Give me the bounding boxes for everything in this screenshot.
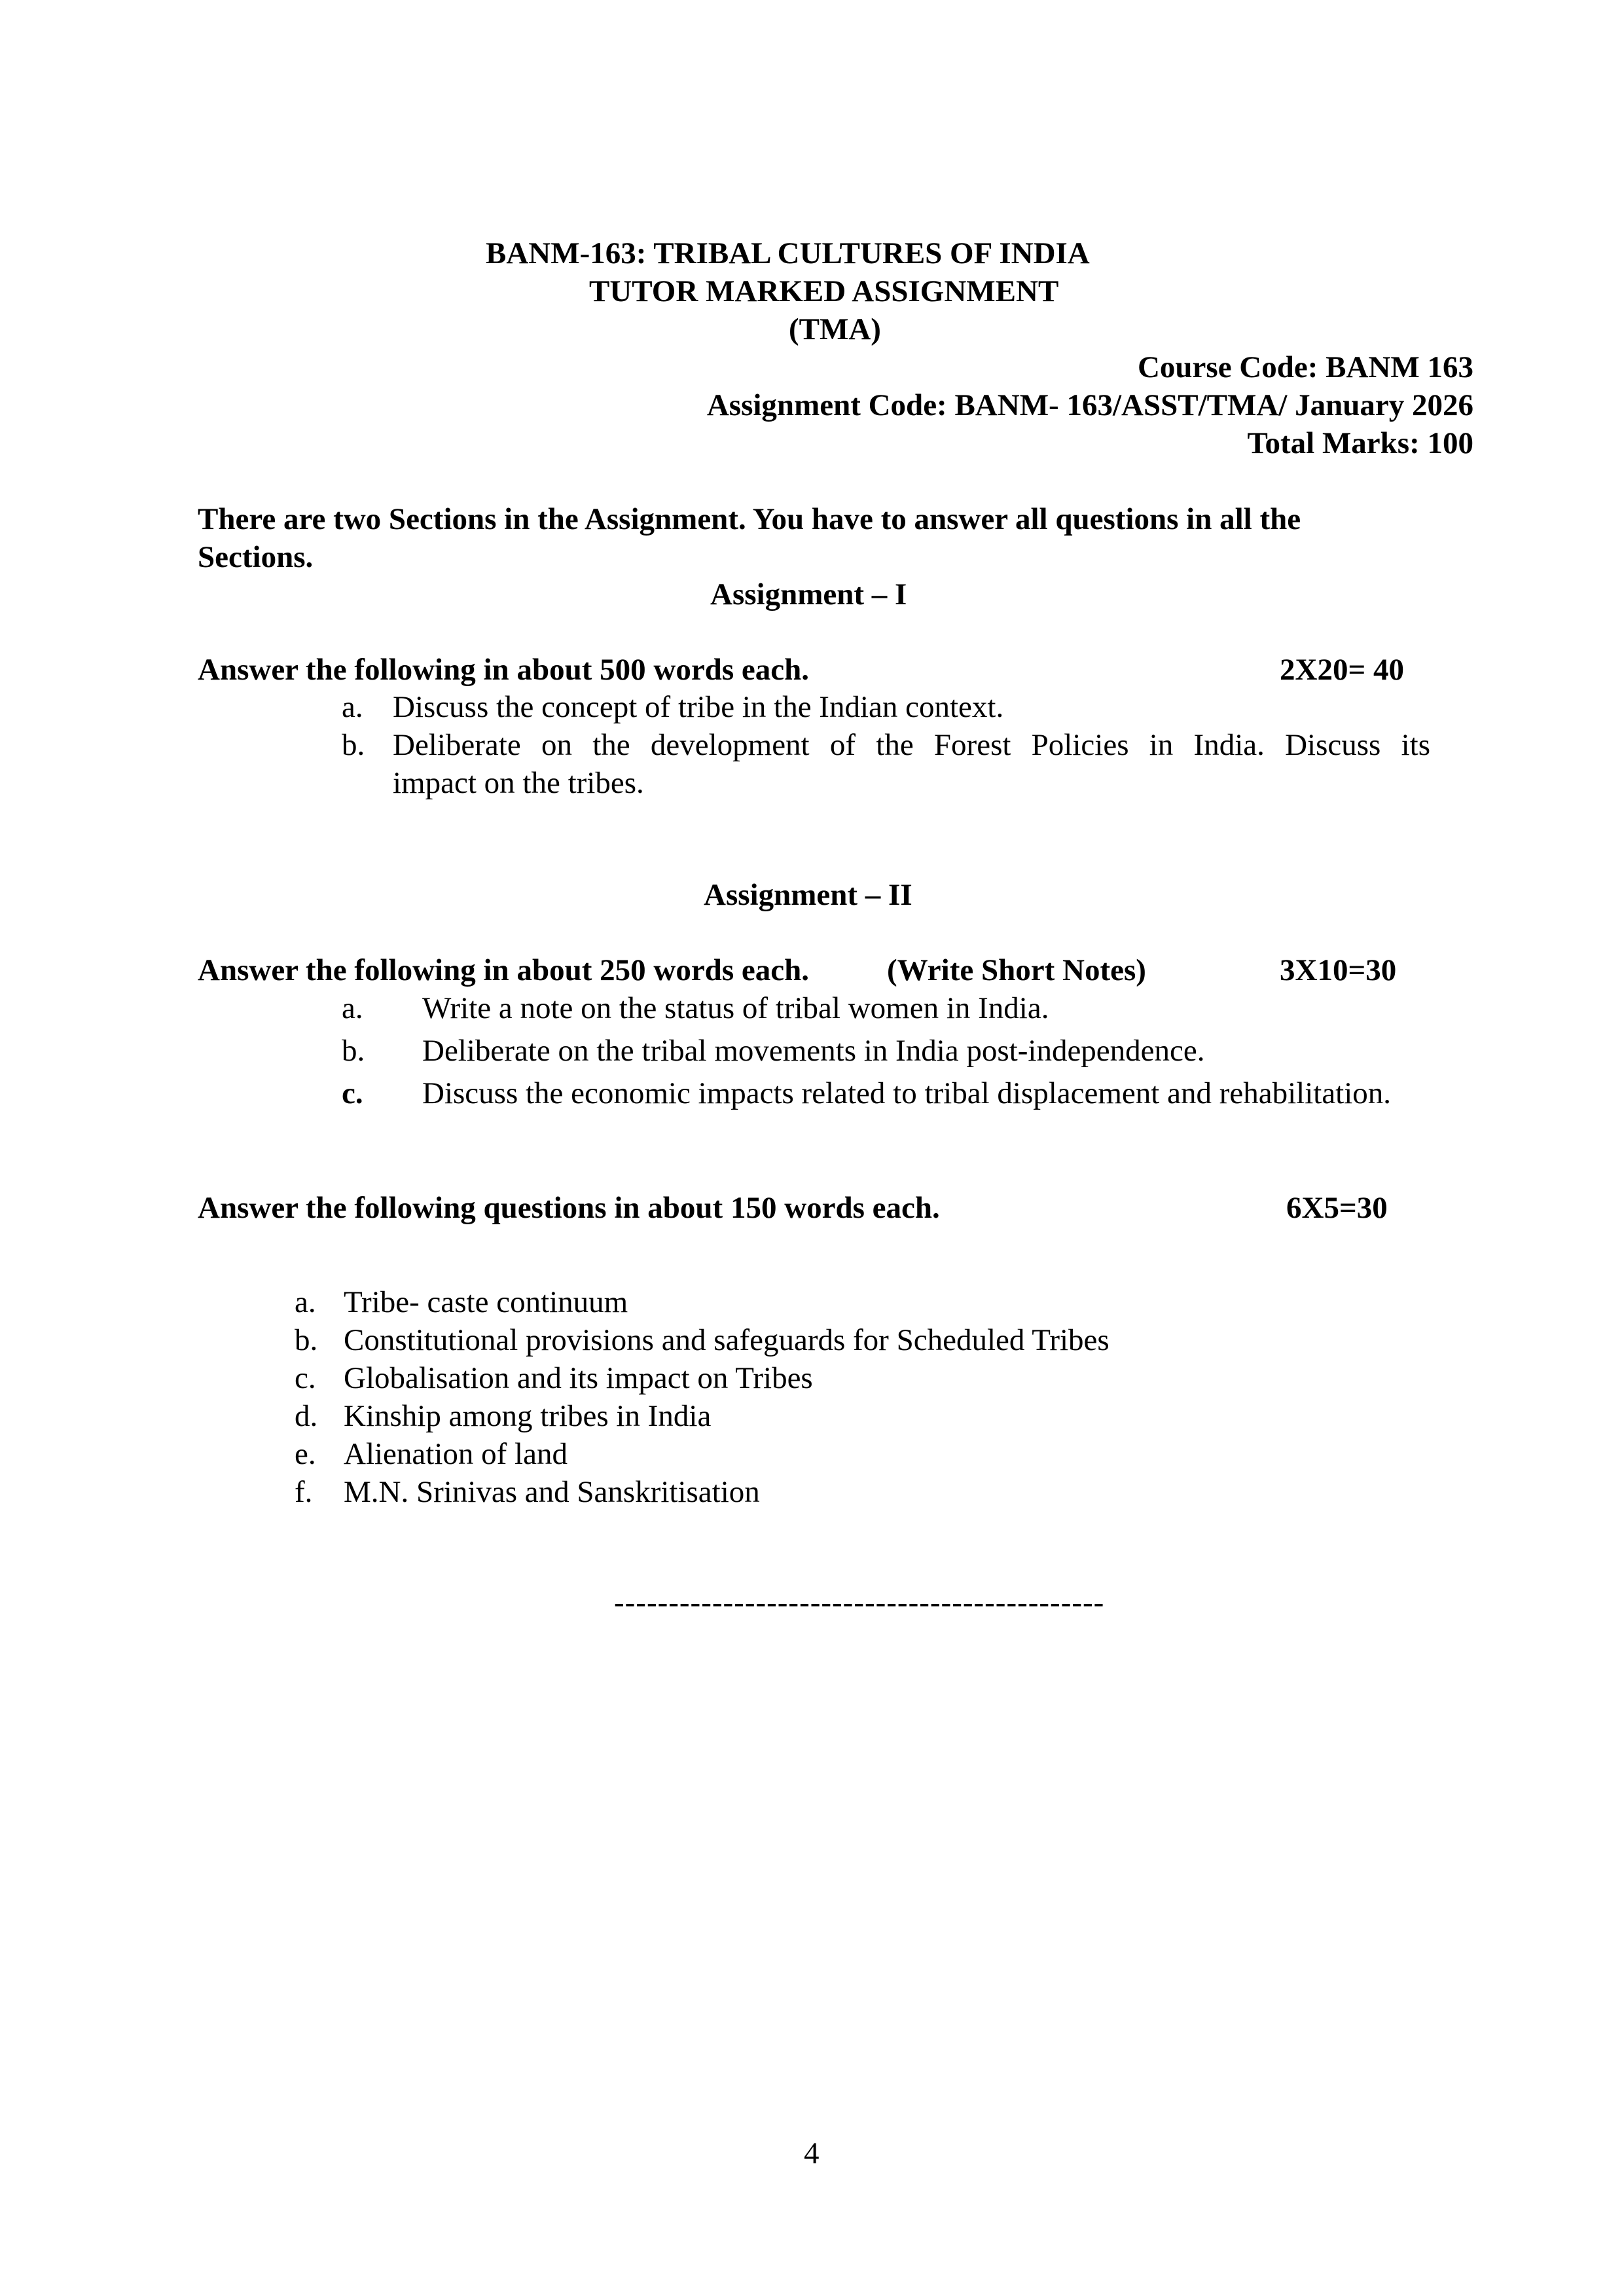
section-3-q-c-text: Globalisation and its impact on Tribes xyxy=(344,1361,813,1395)
assignment-1-q-b-text: Deliberate on the development of the Forest Policies in India. Discuss its xyxy=(393,728,1430,762)
course-code: Course Code: BANM 163 xyxy=(1137,350,1473,384)
section-3-q-d-marker: d. xyxy=(295,1399,318,1433)
intro-line-2: Sections. xyxy=(198,540,314,574)
assignment-1-q-b-marker: b. xyxy=(342,728,365,762)
assignment-code: Assignment Code: BANM- 163/ASST/TMA/ January 2026 xyxy=(706,388,1473,422)
end-rule: --------------------------------------------- xyxy=(614,1586,1105,1620)
intro-line-1: There are two Sections in the Assignment. You have to answer all questions in all the xyxy=(198,502,1301,536)
assignment-2-heading: Assignment – II xyxy=(704,878,912,912)
section-3-q-a-marker: a. xyxy=(295,1285,316,1319)
assignment-2-q-a-text: Write a note on the status of tribal women in India. xyxy=(422,991,1049,1025)
document-title: BANM-163: TRIBAL CULTURES OF INDIA xyxy=(486,236,1090,270)
section-3-q-f-marker: f. xyxy=(295,1475,313,1509)
assignment-1-marks: 2X20= 40 xyxy=(1280,653,1404,687)
assignment-2-marks: 3X10=30 xyxy=(1280,953,1397,987)
assignment-2-note: (Write Short Notes) xyxy=(887,953,1146,987)
assignment-2-q-c-text: Discuss the economic impacts related to tribal displacement and rehabilitation. xyxy=(422,1076,1392,1110)
assignment-1-q-b-text-cont: impact on the tribes. xyxy=(393,766,644,800)
page-number: 4 xyxy=(804,2136,820,2170)
assignment-1-heading: Assignment – I xyxy=(710,577,907,611)
section-3-q-e-text: Alienation of land xyxy=(344,1437,568,1471)
section-3-q-d-text: Kinship among tribes in India xyxy=(344,1399,712,1433)
section-3-q-a-text: Tribe- caste continuum xyxy=(344,1285,628,1319)
document-abbreviation: (TMA) xyxy=(789,312,881,346)
assignment-2-instruction: Answer the following in about 250 words each. xyxy=(198,953,809,987)
section-3-q-f-text: M.N. Srinivas and Sanskritisation xyxy=(344,1475,760,1509)
assignment-2-q-b-marker: b. xyxy=(342,1034,365,1068)
assignment-2-q-a-marker: a. xyxy=(342,991,363,1025)
assignment-1-q-a-text: Discuss the concept of tribe in the Indian context. xyxy=(393,690,1004,724)
section-3-q-b-marker: b. xyxy=(295,1323,318,1357)
total-marks: Total Marks: 100 xyxy=(1247,426,1473,460)
section-3-marks: 6X5=30 xyxy=(1286,1191,1388,1225)
assignment-2-q-c-marker: c. xyxy=(342,1076,363,1110)
section-3-q-c-marker: c. xyxy=(295,1361,316,1395)
document-subtitle: TUTOR MARKED ASSIGNMENT xyxy=(589,274,1059,308)
assignment-1-q-a-marker: a. xyxy=(342,690,363,724)
assignment-2-q-b-text: Deliberate on the tribal movements in India post-independence. xyxy=(422,1034,1205,1068)
section-3-q-e-marker: e. xyxy=(295,1437,316,1471)
assignment-1-instruction: Answer the following in about 500 words each. xyxy=(198,653,809,687)
section-3-instruction: Answer the following questions in about 150 words each. xyxy=(198,1191,940,1225)
section-3-q-b-text: Constitutional provisions and safeguards for Scheduled Tribes xyxy=(344,1323,1110,1357)
